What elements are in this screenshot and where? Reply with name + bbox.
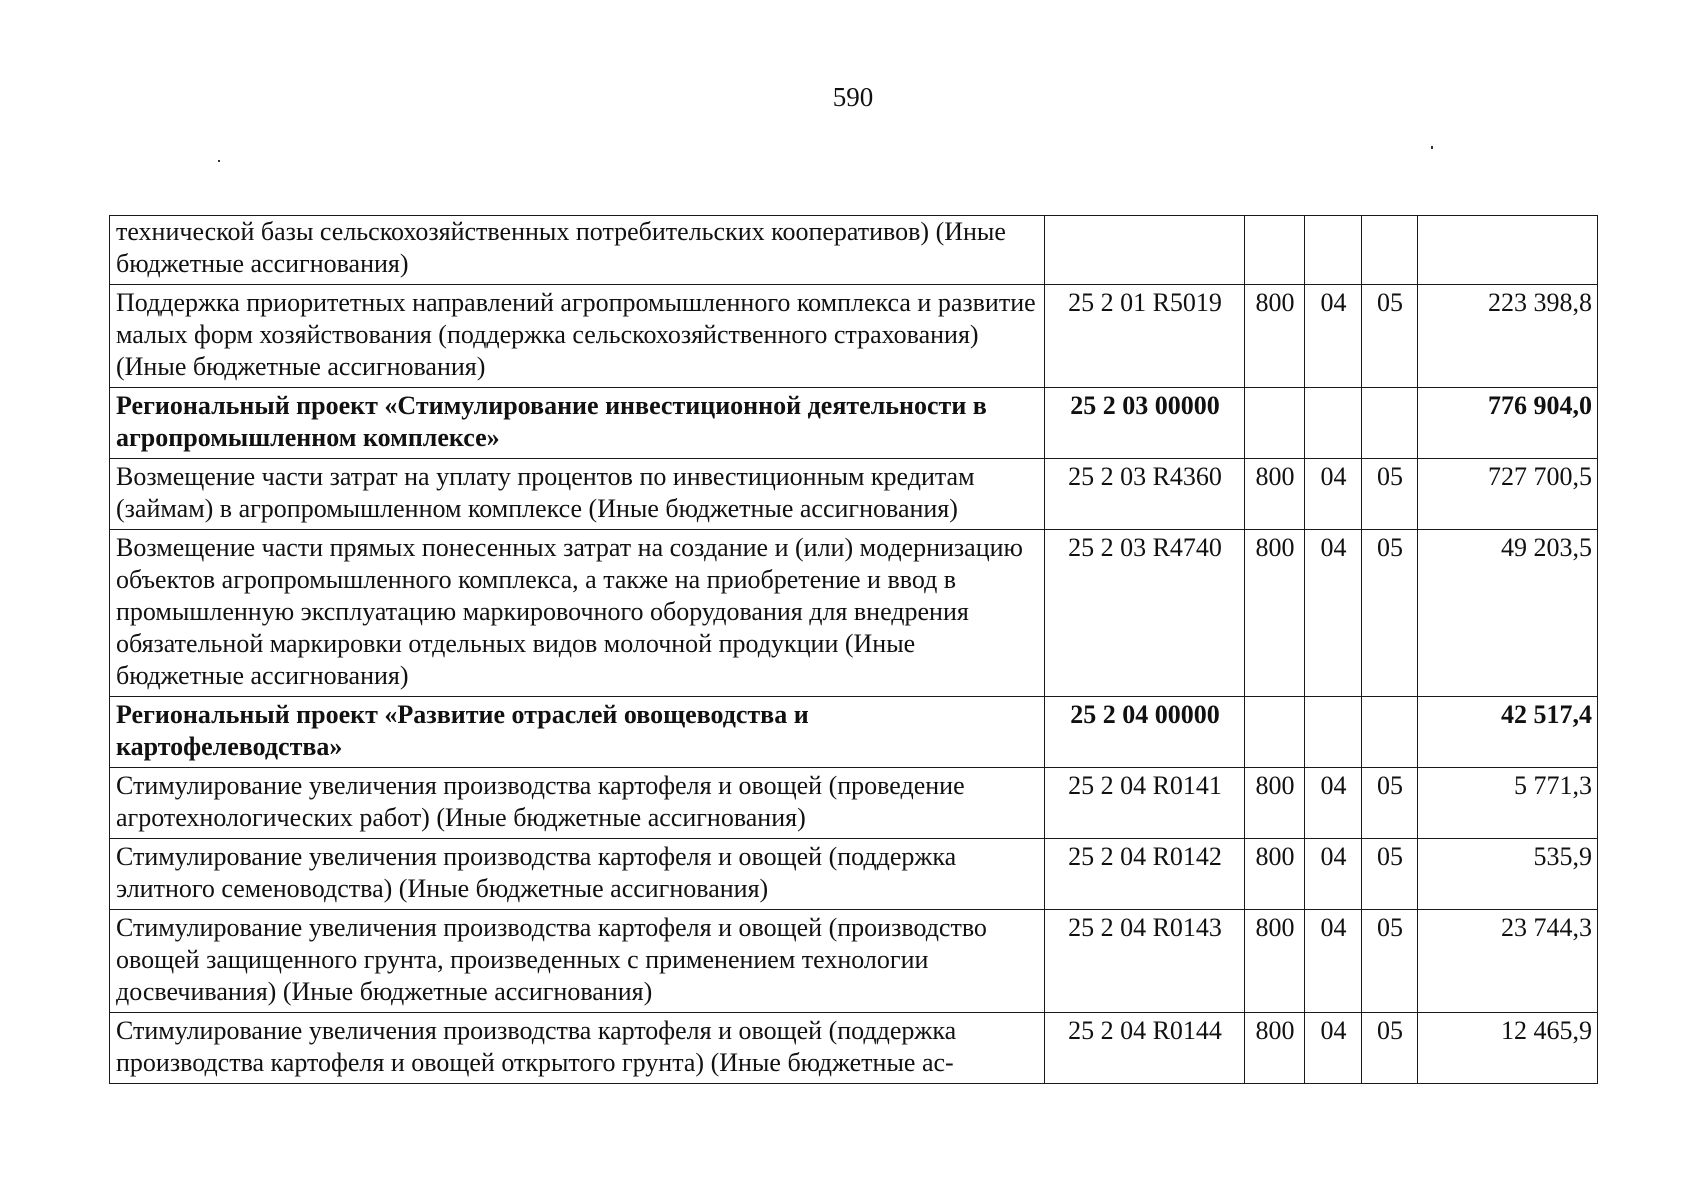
row-vr: 800 bbox=[1245, 285, 1305, 388]
row-vr: 800 bbox=[1245, 530, 1305, 697]
row-pr bbox=[1362, 697, 1418, 768]
scan-speck bbox=[218, 160, 220, 162]
scan-speck bbox=[1431, 146, 1433, 149]
row-pr: 05 bbox=[1362, 839, 1418, 910]
row-code: 25 2 01 R5019 bbox=[1045, 285, 1245, 388]
row-pr: 05 bbox=[1362, 530, 1418, 697]
row-name: Возмещение части затрат на уплату процентов по инвестиционным кредитам (займам) в агропромышленном комплексе (Иные бюджетные ассигнования) bbox=[110, 459, 1045, 530]
row-vr bbox=[1245, 388, 1305, 459]
row-code: 25 2 03 R4360 bbox=[1045, 459, 1245, 530]
row-vr: 800 bbox=[1245, 910, 1305, 1013]
row-vr: 800 bbox=[1245, 768, 1305, 839]
row-name: Стимулирование увеличения производства картофеля и овощей (проведение агротехнологических работ) (Иные бюджетные ассигнования) bbox=[110, 768, 1045, 839]
row-name: Поддержка приоритетных направлений агропромышленного комплекса и развитие малых форм хозяйствования (поддержка сельскохозяйственного страхования) (Иные бюджетные ассигнования) bbox=[110, 285, 1045, 388]
row-rz: 04 bbox=[1305, 530, 1362, 697]
row-sum: 12 465,9 bbox=[1418, 1013, 1598, 1084]
row-name: Стимулирование увеличения производства картофеля и овощей (производство овощей защищенного грунта, произведенных с применением технологии досвечивания) (Иные бюджетные ассигнования) bbox=[110, 910, 1045, 1013]
row-rz: 04 bbox=[1305, 910, 1362, 1013]
table-row bbox=[110, 910, 1598, 1013]
row-code bbox=[1045, 216, 1245, 285]
row-sum: 727 700,5 bbox=[1418, 459, 1598, 530]
row-vr: 800 bbox=[1245, 459, 1305, 530]
budget-table bbox=[109, 215, 1598, 1084]
row-name: Региональный проект «Стимулирование инвестиционной деятельности в агропромышленном комплексе» bbox=[110, 388, 1045, 459]
row-name: Возмещение части прямых понесенных затрат на создание и (или) модернизацию объектов агропромышленного комплекса, а также на приобретение и ввод в промышленную эксплуатацию маркировочного оборудования для внедрения обязательной маркировки отдельных видов молочной продукции (Иные бюджетные ассигнования) bbox=[110, 530, 1045, 697]
row-vr bbox=[1245, 697, 1305, 768]
table-row bbox=[110, 530, 1598, 697]
row-vr: 800 bbox=[1245, 1013, 1305, 1084]
row-rz: 04 bbox=[1305, 768, 1362, 839]
row-name: технической базы сельскохозяйственных потребительских кооперативов) (Иные бюджетные ассигнования) bbox=[110, 216, 1045, 285]
table-row bbox=[110, 459, 1598, 530]
row-pr: 05 bbox=[1362, 285, 1418, 388]
row-rz bbox=[1305, 697, 1362, 768]
row-sum: 49 203,5 bbox=[1418, 530, 1598, 697]
row-pr: 05 bbox=[1362, 1013, 1418, 1084]
row-vr bbox=[1245, 216, 1305, 285]
row-rz: 04 bbox=[1305, 459, 1362, 530]
row-name: Стимулирование увеличения производства картофеля и овощей (поддержка производства картофеля и овощей открытого грунта) (Иные бюджетные ас- bbox=[110, 1013, 1045, 1084]
row-pr: 05 bbox=[1362, 459, 1418, 530]
row-name: Стимулирование увеличения производства картофеля и овощей (поддержка элитного семеноводства) (Иные бюджетные ассигнования) bbox=[110, 839, 1045, 910]
row-rz bbox=[1305, 388, 1362, 459]
row-pr bbox=[1362, 216, 1418, 285]
row-code: 25 2 03 R4740 bbox=[1045, 530, 1245, 697]
row-code: 25 2 04 R0142 bbox=[1045, 839, 1245, 910]
table-row-project bbox=[110, 697, 1598, 768]
row-code: 25 2 04 R0143 bbox=[1045, 910, 1245, 1013]
row-sum: 776 904,0 bbox=[1418, 388, 1598, 459]
page-number: 590 bbox=[832, 82, 874, 112]
row-rz: 04 bbox=[1305, 839, 1362, 910]
table-row bbox=[110, 1013, 1598, 1084]
row-rz bbox=[1305, 216, 1362, 285]
row-pr: 05 bbox=[1362, 910, 1418, 1013]
row-code: 25 2 04 00000 bbox=[1045, 697, 1245, 768]
table-row bbox=[110, 839, 1598, 910]
row-name: Региональный проект «Развитие отраслей овощеводства и картофелеводства» bbox=[110, 697, 1045, 768]
table-row bbox=[110, 285, 1598, 388]
row-code: 25 2 04 R0141 bbox=[1045, 768, 1245, 839]
row-sum: 23 744,3 bbox=[1418, 910, 1598, 1013]
row-vr: 800 bbox=[1245, 839, 1305, 910]
row-rz: 04 bbox=[1305, 285, 1362, 388]
row-pr bbox=[1362, 388, 1418, 459]
row-sum bbox=[1418, 216, 1598, 285]
row-sum: 223 398,8 bbox=[1418, 285, 1598, 388]
row-code: 25 2 03 00000 bbox=[1045, 388, 1245, 459]
row-sum: 5 771,3 bbox=[1418, 768, 1598, 839]
row-code: 25 2 04 R0144 bbox=[1045, 1013, 1245, 1084]
table-row-project bbox=[110, 388, 1598, 459]
row-sum: 42 517,4 bbox=[1418, 697, 1598, 768]
row-rz: 04 bbox=[1305, 1013, 1362, 1084]
row-sum: 535,9 bbox=[1418, 839, 1598, 910]
table-row bbox=[110, 768, 1598, 839]
row-pr: 05 bbox=[1362, 768, 1418, 839]
table-row bbox=[110, 216, 1598, 285]
